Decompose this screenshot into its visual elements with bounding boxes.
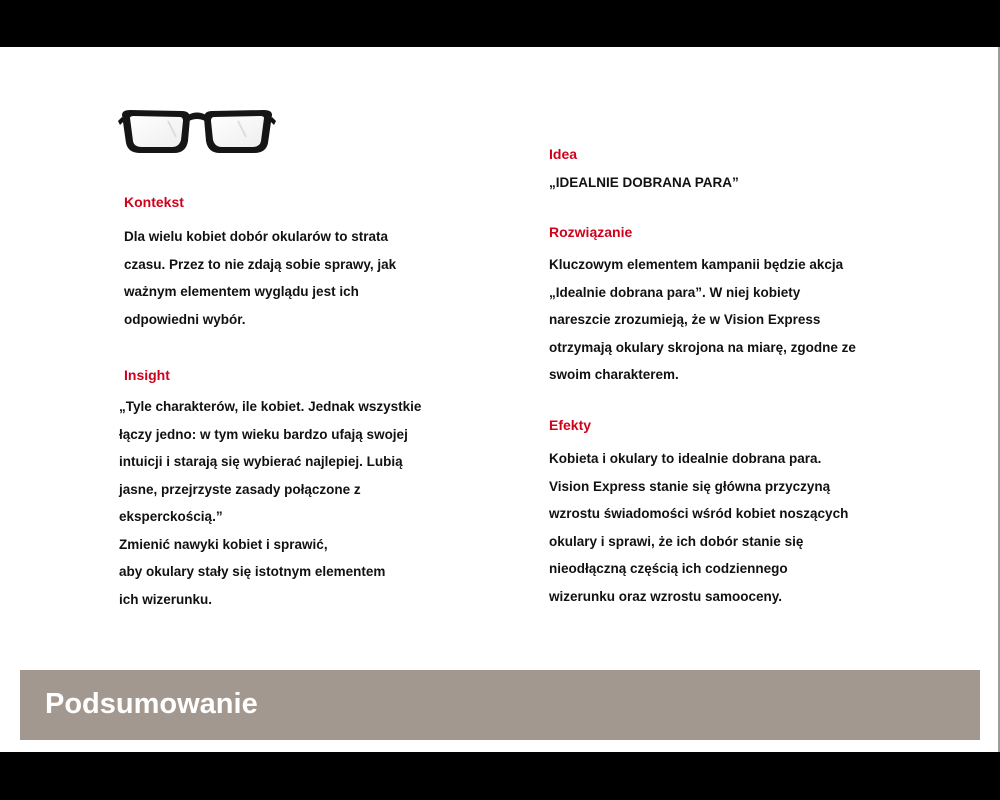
footer-bar <box>20 670 980 740</box>
eyeglasses-image <box>118 107 276 159</box>
kontekst-text <box>124 223 396 333</box>
text-line: okulary i sprawi, że ich dobór stanie się <box>549 533 804 549</box>
text-line: Zmienić nawyki kobiet i sprawić, <box>119 536 328 552</box>
insight-heading: Insight <box>124 367 170 383</box>
text-line: „Idealnie dobrana para”. W niej kobiety <box>549 284 801 300</box>
slide <box>0 47 1000 752</box>
footer-title: Podsumowanie <box>45 688 258 720</box>
text-line: wzrostu świadomości wśród kobiet noszących <box>549 506 849 521</box>
rozwiazanie-heading: Rozwiązanie <box>549 224 633 240</box>
text-line: intuicji i starają się wybierać najlepiej. Lubią <box>119 454 403 469</box>
kontekst-heading: Kontekst <box>124 194 184 210</box>
text-line: czasu. Przez to nie zdają sobie sprawy, jak <box>124 256 397 272</box>
rozwiazanie-text <box>549 251 856 389</box>
idea-heading: Idea <box>549 146 578 162</box>
text-line: ich wizerunku. <box>119 591 213 607</box>
efekty-text <box>549 445 848 610</box>
text-line: Vision Express stanie się główna przyczyną <box>549 478 831 494</box>
text-line: eksperckością.” <box>119 509 223 524</box>
text-line: łączy jedno: w tym wieku bardzo ufają swojej <box>119 426 408 442</box>
text-line: otrzymają okulary skrojona na miarę, zgodne ze <box>549 339 856 355</box>
text-line: Dla wielu kobiet dobór okularów to strata <box>124 229 389 244</box>
text-line: odpowiedni wybór. <box>124 311 246 327</box>
efekty-heading: Efekty <box>549 417 592 433</box>
text-line: swoim charakterem. <box>549 367 679 382</box>
text-line: wizerunku oraz wzrostu samooceny. <box>549 588 783 604</box>
text-line: Kluczowym elementem kampanii będzie akcja <box>549 257 844 272</box>
text-line: nareszcie zrozumieją, że w Vision Express <box>549 312 821 327</box>
text-line: nieodłączną częścią ich codziennego <box>549 561 788 576</box>
text-line: Kobieta i okulary to idealnie dobrana para. <box>549 451 822 466</box>
text-line: „Tyle charakterów, ile kobiet. Jednak wszystkie <box>119 399 422 414</box>
text-line: jasne, przejrzyste zasady połączone z <box>119 481 361 497</box>
insight-text <box>119 393 421 613</box>
idea-text: „IDEALNIE DOBRANA PARA” <box>549 175 739 190</box>
text-line: aby okulary stały się istotnym elementem <box>119 564 386 579</box>
text-line: ważnym elementem wyglądu jest ich <box>124 284 359 299</box>
